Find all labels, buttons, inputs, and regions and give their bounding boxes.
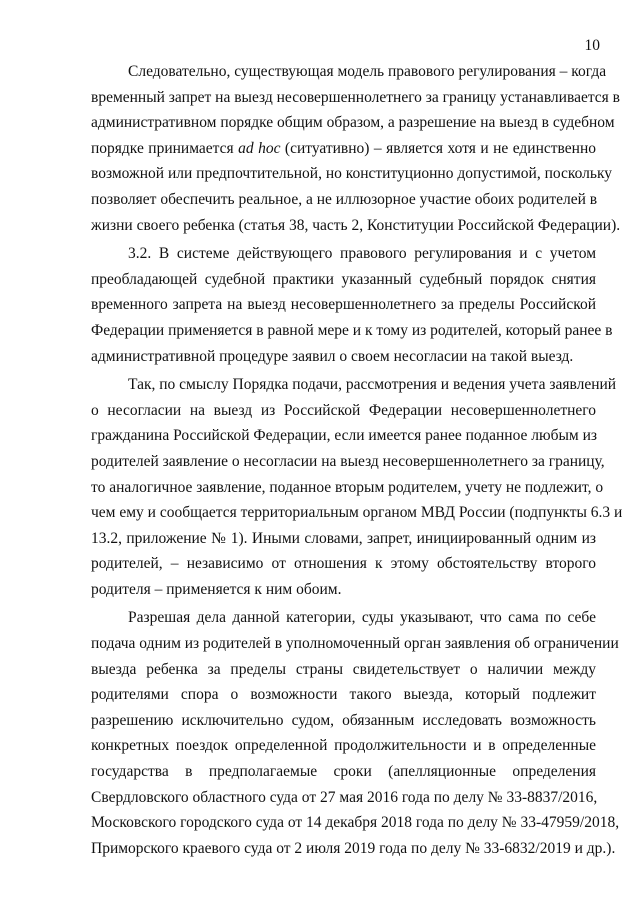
text-line: Следовательно, существующая модель правового регулирования – когда — [128, 63, 607, 80]
text-line: Приморского краевого суда от 2 июля 2019 года по делу № 33-6832/2019 и др.). — [91, 839, 616, 857]
paragraph — [91, 605, 620, 861]
text-line: 13.2, приложение № 1). Иными словами, запрет, инициированный одним из — [91, 529, 596, 547]
text-line: 3.2. В системе действующего правового регулирования и с учетом — [128, 245, 596, 263]
text-line: конкретных поездок определенной продолжительности и в определенные — [91, 737, 596, 755]
text-line: Федерации применяется в равной мере и к тому из родителей, который ранее в — [91, 321, 613, 339]
text-line: Так, по смыслу Порядка подачи, рассмотрения и ведения учета заявлений — [128, 376, 617, 394]
text-line: гражданина Российской Федерации, если имеется ранее поданное любым из — [91, 427, 597, 445]
text-line: родителями спора о возможности такого выезда, который подлежит — [91, 686, 596, 704]
page-number: 10 — [584, 37, 600, 54]
paragraph — [91, 59, 621, 238]
text-line: чем ему и сообщается территориальным органом МВД России (подпункты 6.3 и — [91, 504, 623, 522]
text-line: родителей заявление о несогласии на выезд несовершеннолетнего за границу, — [91, 452, 605, 470]
text-line: порядке принимается ad hoc (ситуативно) – является хотя и не единственно — [91, 139, 596, 157]
text-line: то аналогичное заявление, поданное вторым родителем, учету не подлежит, о — [91, 478, 604, 496]
paragraph — [91, 241, 613, 369]
text-line: возможной или предпочтительной, но конституционно допустимой, поскольку — [91, 165, 613, 183]
text-line: Свердловского областного суда от 27 мая 2016 года по делу № 33-8837/2016, — [91, 788, 598, 806]
text-line: временный запрет на выезд несовершеннолетнего за границу устанавливается в — [91, 88, 620, 106]
text-line: преобладающей судебной практики указанный судебный порядок снятия — [91, 270, 596, 288]
text-line: жизни своего ребенка (статья 38, часть 2, Конституции Российской Федерации). — [91, 216, 621, 234]
text-line: родителей, – независимо от отношения к этому обстоятельству второго — [91, 555, 596, 573]
text-line: административной процедуре заявил о своем несогласии на такой выезд. — [91, 347, 574, 365]
text-line: Разрешая дела данной категории, суды указывают, что сама по себе — [128, 609, 596, 627]
text-line: подача одним из родителей в уполномоченный орган заявления об ограничении — [91, 635, 619, 653]
text-line: позволяет обеспечить реальное, а не иллюзорное участие обоих родителей в — [91, 190, 598, 208]
text-line: Московского городского суда от 14 декабря 2018 года по делу № 33-47959/2018, — [91, 814, 620, 832]
body-text — [91, 59, 623, 861]
paragraph — [91, 372, 623, 602]
text-line: разрешению исключительно судом, обязанным исследовать возможность — [91, 711, 596, 729]
text-line: временного запрета на выезд несовершеннолетнего за пределы Российской — [91, 296, 596, 314]
text-line: административном порядке общим образом, а разрешение на выезд в судебном — [91, 114, 615, 132]
text-line: о несогласии на выезд из Российской Федерации несовершеннолетнего — [91, 401, 596, 419]
text-line: государства в предполагаемые сроки (апелляционные определения — [91, 763, 596, 781]
text-line: родителя – применяется к ним обоим. — [91, 580, 342, 598]
text-line: выезда ребенка за пределы страны свидетельствует о наличии между — [91, 660, 596, 678]
